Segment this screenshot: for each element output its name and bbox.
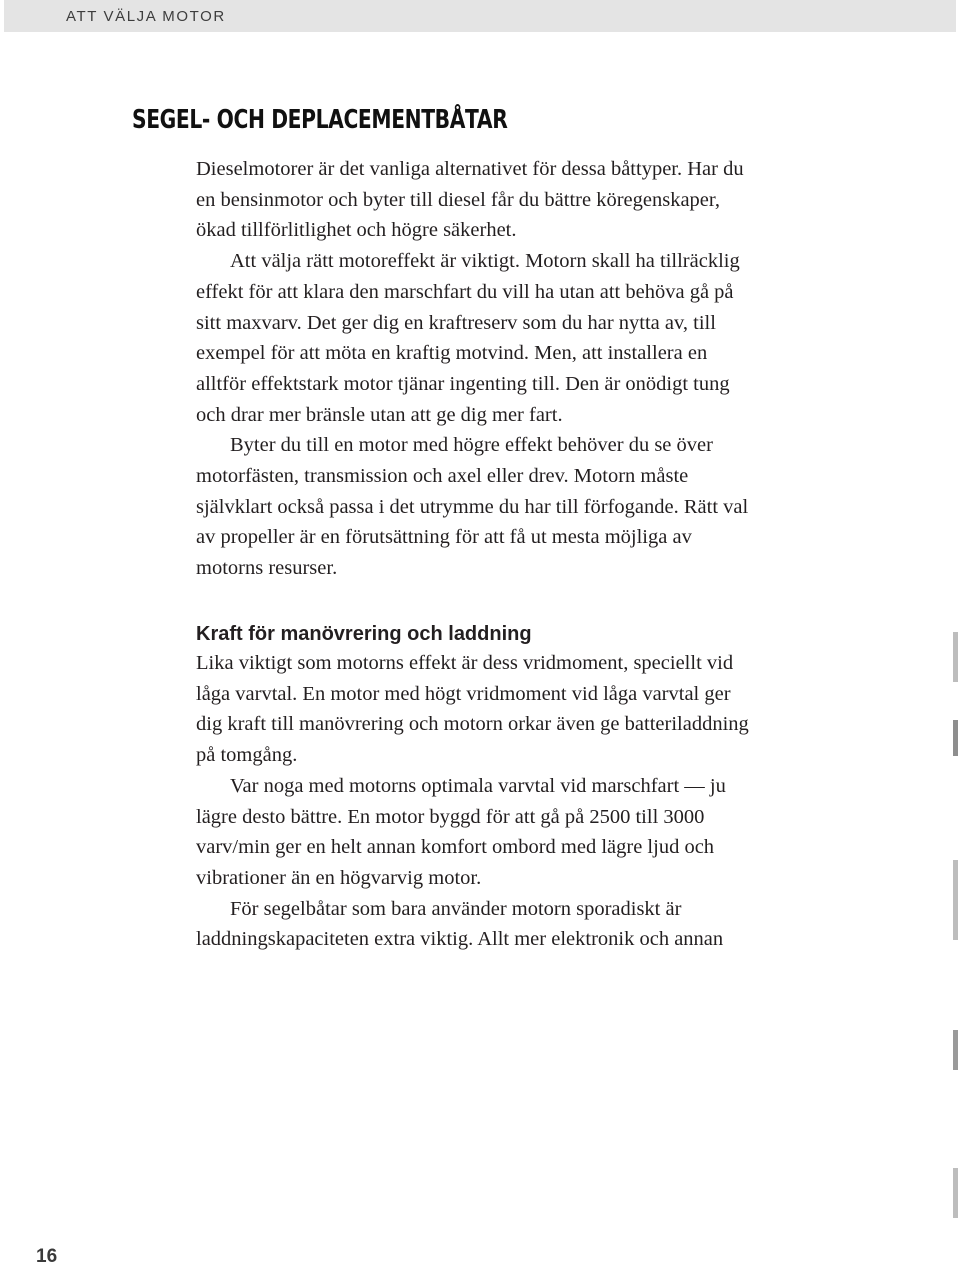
text-line: Dieselmotorer är det vanliga alternativet för dessa båttyper. Har du	[196, 158, 744, 180]
text-line: på tomgång.	[196, 744, 298, 767]
text-line: varv/min ger en helt annan komfort ombord med lägre ljud och	[196, 836, 715, 859]
text-line: alltför effektstark motor tjänar ingenting till. Den är onödigt tung	[196, 372, 730, 395]
text-line: ökad tillförlitlighet och högre säkerhet.	[196, 219, 517, 242]
text-line: vibrationer än en högvarvig motor.	[196, 866, 482, 889]
text-line: Var noga med motorns optimala varvtal vid marschfart — ju	[230, 774, 726, 797]
page-edge-mark	[953, 1030, 958, 1070]
page-edge-mark	[953, 860, 958, 940]
running-head: ATT VÄLJA MOTOR	[66, 8, 226, 25]
text-line: dig kraft till manövrering och motorn orkar även ge batteriladdning	[196, 713, 749, 736]
text-line: motorfästen, transmission och axel eller drev. Motorn måste	[196, 465, 689, 488]
body-text-section-1	[196, 154, 836, 584]
text-line: självklart också passa i det utrymme du har till förfogande. Rätt val	[196, 495, 749, 518]
text-line: lägre desto bättre. En motor byggd för att gå på 2500 till 3000	[196, 805, 705, 828]
page-edge-mark	[953, 720, 958, 756]
text-line: en bensinmotor och byter till diesel får du bättre köregenskaper,	[196, 188, 721, 211]
page-edge-mark	[953, 1168, 958, 1218]
text-line: sitt maxvarv. Det ger dig en kraftreserv som du har nytta av, till	[196, 311, 716, 334]
text-line: Byter du till en motor med högre effekt behöver du se över	[230, 434, 713, 457]
text-line: motorns resurser.	[196, 557, 338, 580]
text-line: effekt för att klara den marschfart du vill ha utan att behöva gå på	[196, 280, 734, 303]
text-line: och drar mer bränsle utan att ge dig mer fart.	[196, 403, 563, 426]
section-heading: Kraft för manövrering och laddning	[196, 623, 532, 645]
text-line: laddningskapaciteten extra viktig. Allt mer elektronik och annan	[196, 928, 724, 951]
text-line: Lika viktigt som motorns effekt är dess vridmoment, speciellt vid	[196, 652, 734, 674]
text-line: av propeller är en förutsättning för att få ut mesta möjliga av	[196, 526, 692, 549]
page-number: 16	[36, 1246, 58, 1267]
body-text-section-2	[196, 648, 836, 955]
text-line: exempel för att möta en kraftig motvind. Men, att installera en	[196, 342, 708, 365]
text-line: För segelbåtar som bara använder motorn sporadiskt är	[230, 897, 682, 920]
text-line: Att välja rätt motoreffekt är viktigt. Motorn skall ha tillräcklig	[230, 250, 740, 273]
chapter-title: SEGEL- OCH DEPLACEMENTBÅTAR	[132, 105, 508, 135]
text-line: låga varvtal. En motor med högt vridmoment vid låga varvtal ger	[196, 682, 731, 705]
page-edge-mark	[953, 632, 958, 682]
